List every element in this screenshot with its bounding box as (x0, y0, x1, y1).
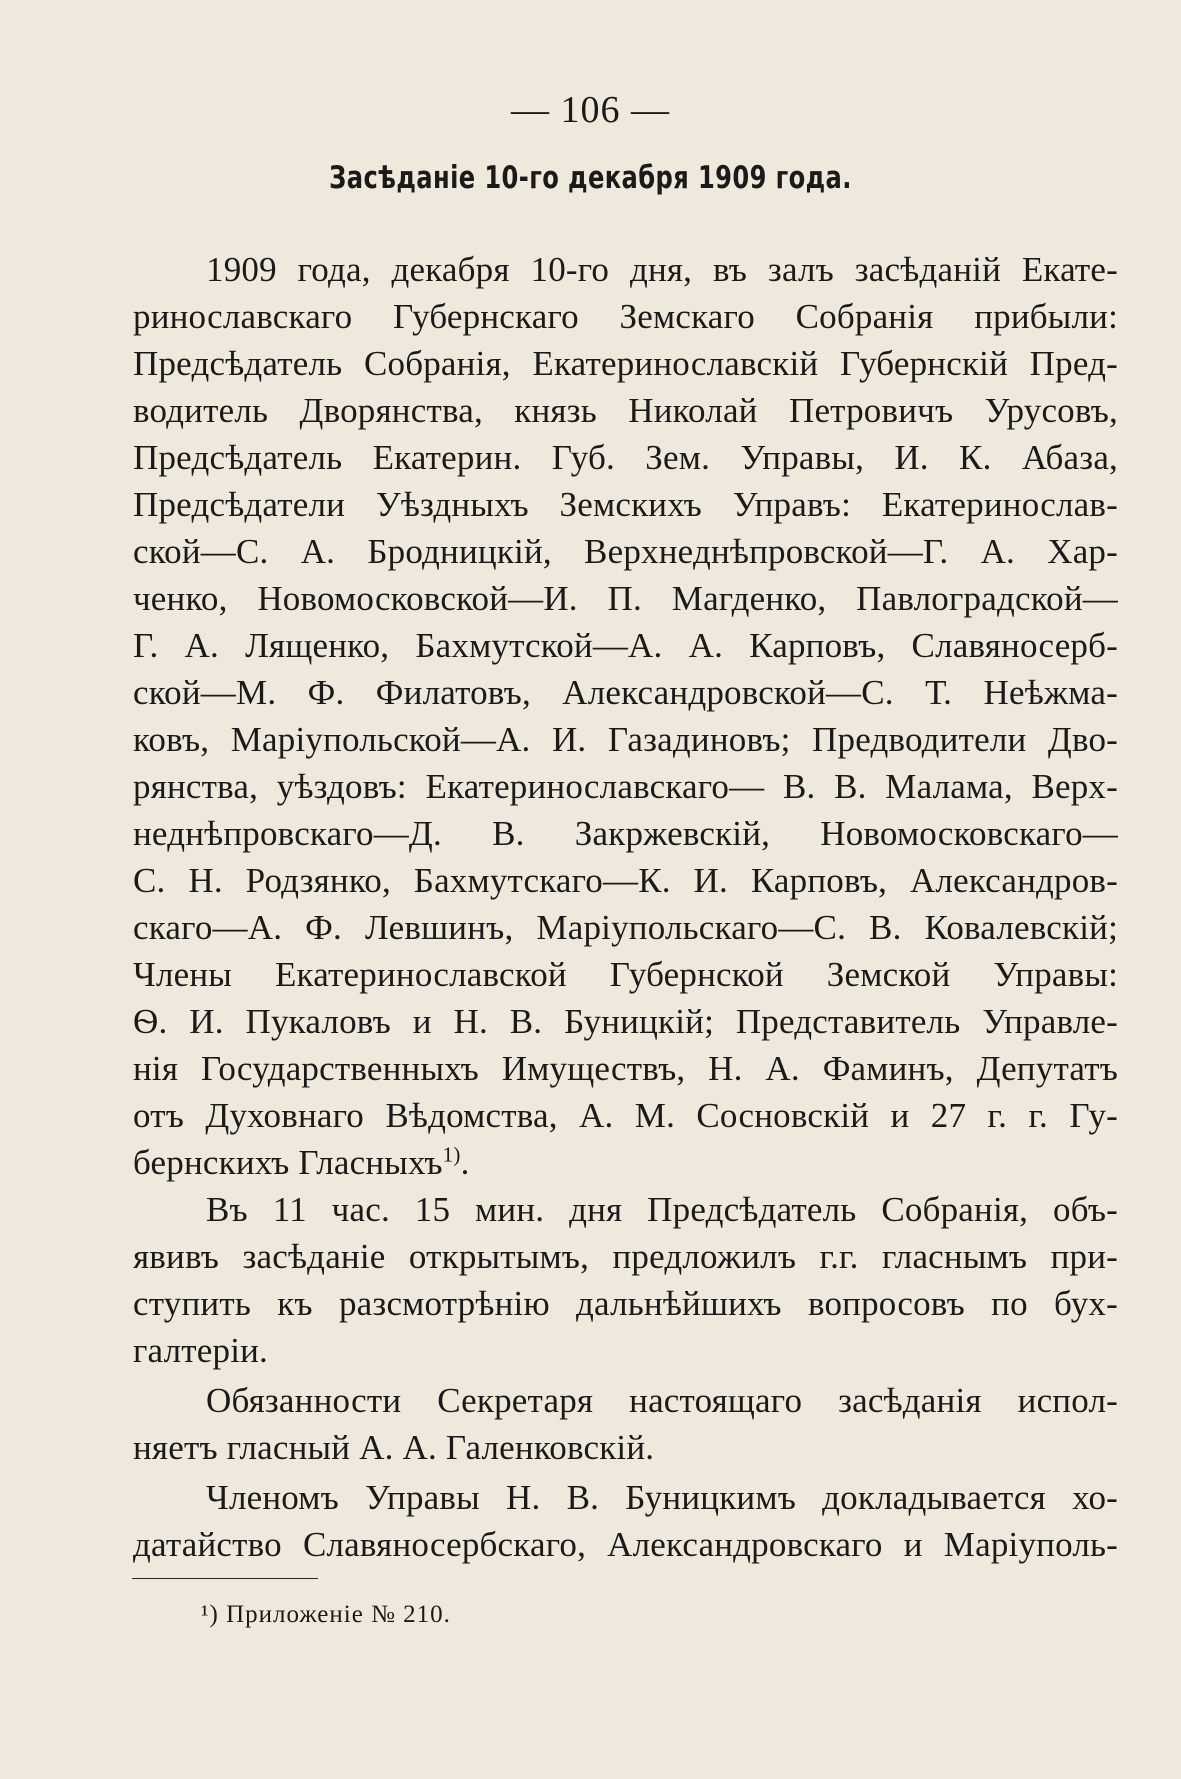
text-line: Въ 11 час. 15 мин. дня Предсѣдатель Собранія, объ- (206, 1190, 1118, 1229)
text-line: ской—М. Ф. Филатовъ, Александровской—С. Т. Неѣжма- (133, 673, 1118, 712)
text-line: отъ Духовнаго Вѣдомства, А. М. Сосновскій и 27 г. г. Гу- (133, 1096, 1118, 1135)
footnote: ¹) Приложеніе № 210. (201, 1601, 451, 1628)
page-number: — 106 — (511, 89, 670, 131)
text-line: ской—С. А. Бродницкій, Верхнеднѣпровской—Г. А. Хар- (133, 532, 1118, 571)
footnote-marker: 1) (442, 1142, 461, 1167)
period: . (460, 1143, 470, 1182)
text-line: С. Н. Родзянко, Бахмутскаго—К. И. Карповъ, Александров- (133, 861, 1118, 900)
text-line: Члены Екатеринославской Губернской Земской Управы: (133, 955, 1118, 994)
text-line: Членомъ Управы Н. В. Буницкимъ докладывается хо- (206, 1478, 1118, 1517)
text-line: ковъ, Маріупольской—А. И. Газадиновъ; Предводители Дво- (133, 720, 1118, 759)
text-line: Предсѣдатель Екатерин. Губ. Зем. Управы, И. К. Абаза, (133, 438, 1118, 477)
text-line: водитель Дворянства, князь Николай Петровичъ Урусовъ, (133, 391, 1118, 430)
text-line: скаго—А. Ф. Левшинъ, Маріупольскаго—С. В. Ковалевскій; (133, 908, 1118, 947)
text-line: бернскихъ Гласныхъ (133, 1143, 443, 1182)
text-line: галтеріи. (133, 1331, 268, 1370)
text-line: ступить къ разсмотрѣнію дальнѣйшихъ вопросовъ по бух- (133, 1284, 1118, 1323)
text-line: Г. А. Лященко, Бахмутской—А. А. Карповъ, Славяносерб- (133, 626, 1118, 665)
text-line: Предсѣдатель Собранія, Екатеринославскій Губернскій Пред- (133, 344, 1118, 383)
text-line: нія Государственныхъ Имуществъ, Н. А. Фаминъ, Депутатъ (133, 1049, 1118, 1088)
text-line: Обязанности Секретаря настоящаго засѣданія испол- (206, 1381, 1118, 1420)
text-line: Ѳ. И. Пукаловъ и Н. В. Буницкій; Представитель Управле- (133, 1002, 1118, 1041)
text-line: 1909 года, декабря 10-го дня, въ залъ засѣданій Екате- (206, 250, 1118, 289)
text-line: ринославскаго Губернскаго Земскаго Собранія прибыли: (133, 297, 1118, 336)
session-heading: Засѣданіе 10-го декабря 1909 года. (329, 160, 852, 196)
text-line-with-footnote (133, 1140, 1118, 1186)
footnote-divider (132, 1578, 318, 1579)
text-line: неднѣпровскаго—Д. В. Закржевскій, Новомосковскаго— (133, 814, 1118, 853)
text-line: явивъ засѣданіе открытымъ, предложилъ г.г. гласнымъ при- (133, 1237, 1118, 1276)
text-line: рянства, уѣздовъ: Екатеринославскаго— В. В. Малама, Верх- (133, 767, 1118, 806)
text-line: няетъ гласный А. А. Галенковскій. (133, 1428, 655, 1467)
text-line: Предсѣдатели Уѣздныхъ Земскихъ Управъ: Екатеринослав- (133, 485, 1118, 524)
text-line: датайство Славяносербскаго, Александровскаго и Маріуполь- (133, 1525, 1118, 1564)
text-line: ченко, Новомосковской—И. П. Магденко, Павлоградской— (133, 579, 1118, 618)
